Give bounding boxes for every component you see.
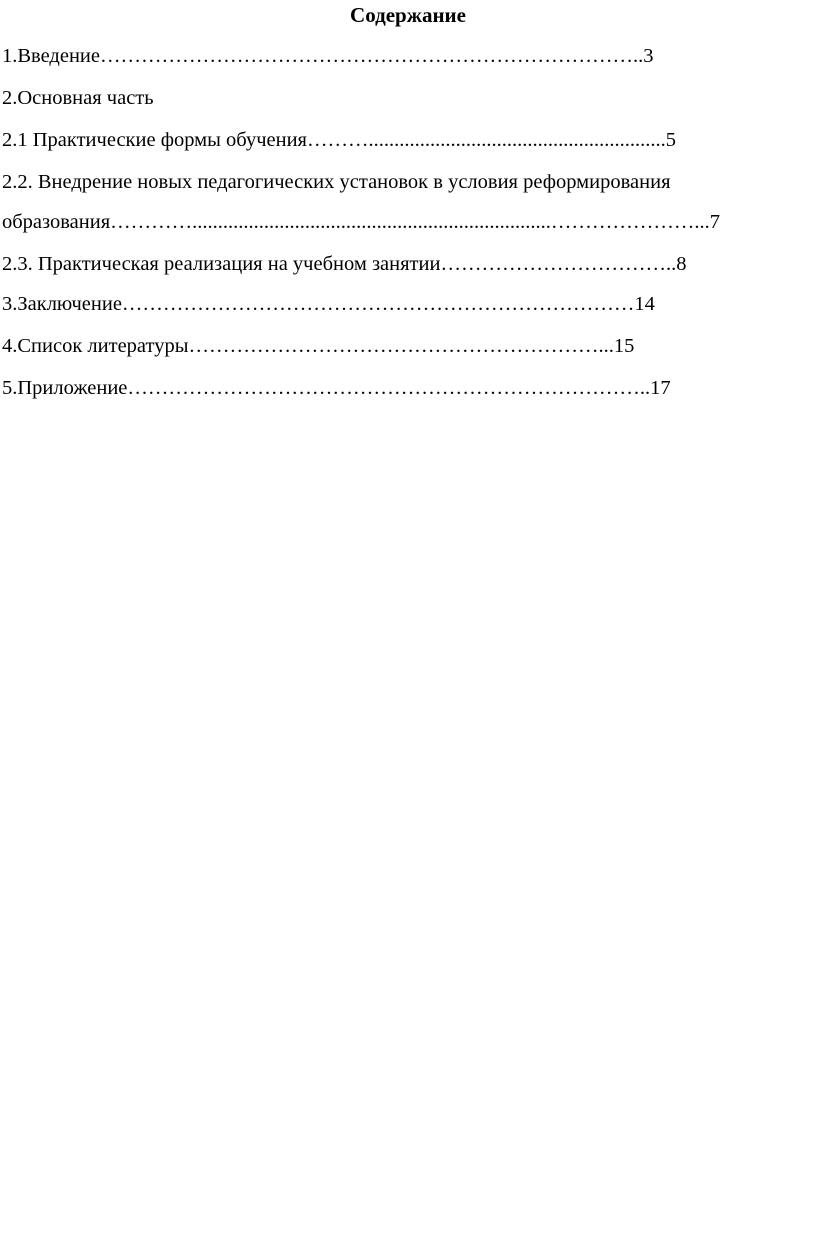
toc-entry-new-pedagogical-settings: 2.2. Внедрение новых педагогических установок в условия реформирования: [2, 171, 671, 193]
toc-entry-conclusion: 3.Заключение…………………………………………………………………14: [2, 293, 655, 315]
toc-entry-practical-implementation: 2.3. Практическая реализация на учебном занятии……………………………..8: [2, 253, 687, 275]
toc-entry-introduction: 1.Введение……………………………………………………………………..3: [2, 45, 654, 67]
toc-entry-new-pedagogical-settings-cont: образования…………......................................................................…………………...7: [2, 211, 721, 233]
toc-entry-main-part: 2.Основная часть: [2, 87, 154, 109]
page-title: Содержание: [350, 3, 466, 27]
toc-entry-practical-forms: 2.1 Практические формы обучения………..........................................................5: [2, 129, 676, 151]
toc-entry-appendix: 5.Приложение…………………………………………………………………..17: [2, 377, 671, 399]
toc-entry-bibliography: 4.Список литературы……………………………………………………...15: [2, 335, 635, 357]
